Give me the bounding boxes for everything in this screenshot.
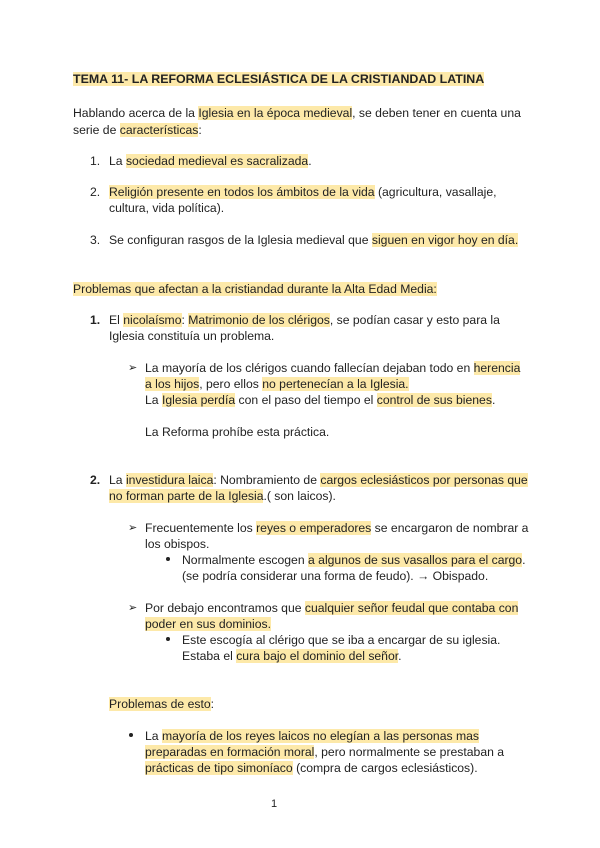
list-item-number: 2.	[90, 185, 101, 199]
nested-item-cont: (se podría considerar una forma de feudo). → Obispado.	[182, 569, 489, 583]
sub-item-cont: los obispos.	[145, 537, 210, 551]
problem-number: 2.	[90, 473, 101, 487]
list-item: Se configuran rasgos de la Iglesia medieval que siguen en vigor hoy en día.	[109, 233, 519, 247]
sub-item-note: La Reforma prohíbe esta práctica.	[145, 425, 330, 439]
sub-item-cont: La Iglesia perdía con el paso del tiempo el control de sus bienes.	[145, 393, 496, 407]
nested-item: Este escogía al clérigo que se iba a encargar de su iglesia.	[182, 633, 501, 647]
problem-2-line-1: La investidura laica: Nombramiento de cargos eclesiásticos por personas que	[109, 473, 528, 487]
list-item: Religión presente en todos los ámbitos de la vida (agricultura, vasallaje,	[109, 185, 497, 199]
list-item-cont: cultura, vida política).	[109, 201, 225, 215]
nested-item-cont: Estaba el cura bajo el dominio del señor.	[182, 649, 402, 663]
sub-item-cont: poder en sus dominios.	[145, 617, 272, 631]
problem-2-line-2: no forman parte de la Iglesia.( son laicos).	[109, 489, 336, 503]
arrow-bullet-icon: ➢	[128, 602, 138, 614]
nested-item: Normalmente escogen a algunos de sus vasallos para el cargo.	[182, 553, 526, 567]
arrow-bullet-icon: ➢	[128, 362, 138, 374]
intro-line-1: Hablando acerca de la Iglesia en la época medieval, se deben tener en cuenta una	[73, 106, 521, 120]
problem-1-line-1: El nicolaísmo: Matrimonio de los clérigos, se podían casar y esto para la	[109, 313, 500, 327]
page-title: TEMA 11- LA REFORMA ECLESIÁSTICA DE LA CRISTIANDAD LATINA	[73, 72, 485, 86]
sub-item: La mayoría de los clérigos cuando fallecían dejaban todo en herencia	[145, 361, 521, 375]
bullet-icon	[129, 733, 133, 737]
intro-line-2: serie de características:	[73, 123, 202, 137]
problem-1-line-2: Iglesia constituía un problema.	[109, 329, 275, 343]
list-item-number: 1.	[90, 154, 101, 168]
bullet-icon	[166, 557, 170, 561]
subsection-heading: Problemas de esto:	[109, 697, 215, 711]
bullet-item-cont: preparadas en formación moral, pero normalmente se prestaban a	[145, 745, 505, 759]
sub-item: Por debajo encontramos que cualquier señor feudal que contaba con	[145, 601, 519, 615]
bullet-item-cont: prácticas de tipo simoníaco (compra de cargos eclesiásticos).	[145, 761, 478, 775]
section-heading: Problemas que afectan a la cristiandad durante la Alta Edad Media:	[73, 282, 437, 296]
problem-number: 1.	[90, 313, 101, 327]
sub-item: Frecuentemente los reyes o emperadores se encargaron de nombrar a	[145, 521, 529, 535]
sub-item-cont: a los hijos, pero ellos no pertenecían a la Iglesia.	[145, 377, 409, 391]
arrow-bullet-icon: ➢	[128, 522, 138, 534]
page-number: 1	[271, 798, 278, 810]
list-item-number: 3.	[90, 233, 101, 247]
bullet-icon	[166, 637, 170, 641]
bullet-item: La mayoría de los reyes laicos no elegían a las personas mas	[145, 729, 479, 743]
list-item: La sociedad medieval es sacralizada.	[109, 154, 312, 168]
